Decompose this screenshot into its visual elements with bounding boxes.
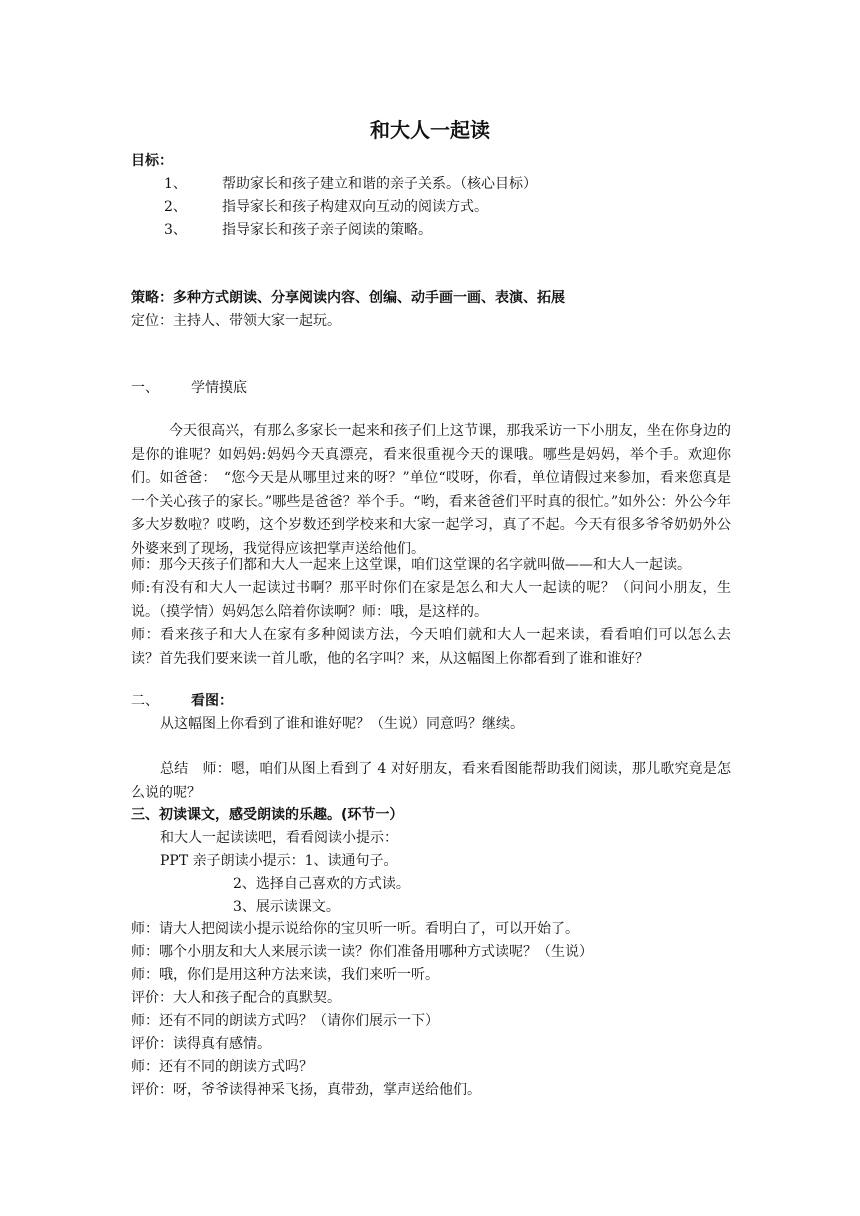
goals-label: 目标： (131, 153, 173, 169)
summary-paragraph: 总结 师：嗯，咱们从图上看到了 4 对好朋友，看来看图能帮助我们阅读，那儿歌究竟是怎么说的呢？ (131, 761, 731, 801)
dialogue-line: 评价：读得真有感情。 (131, 1036, 271, 1052)
section-1-heading (131, 377, 247, 399)
dialogue-line: 评价：呀，爷爷读得神采飞扬，真带劲，掌声送给他们。 (131, 1082, 481, 1098)
reading-tip: 3、展示读课文。 (233, 899, 340, 915)
dialogue-line: 师：还有不同的朗读方式吗？（请你们展示一下） (131, 1013, 439, 1029)
goal-number: 3、 (164, 222, 187, 238)
dialogue-line: 师：哦，你们是用这种方法来读，我们来听一听。 (131, 967, 439, 983)
goal-item (164, 219, 432, 241)
intro-paragraph: 今天很高兴，有那么多家长一起来和孩子们上这节课，那我采访一下小朋友，坐在你身边的是你的谁呢？如妈妈:妈妈今天真漂亮，看来很重视今天的课哦。哪些是妈妈，举个手。欢迎你们。如爸爸： “您今天是从哪里过来的呀？”单位“哎呀，你看，单位请假过来参加，看来您真是一个关心孩子的家长。”哪些是爸爸？举个手。“哟，看来爸爸们平时真的很忙。”如外公：外公今年多大岁数啦？哎哟，这个岁数还到学校来和大家一起学习，真了不起。今天有很多爷爷奶奶外公外婆来到了现场，我觉得应该把掌声送给他们。 (131, 423, 731, 557)
goal-text: 指导家长和孩子亲子阅读的策略。 (222, 222, 432, 238)
reading-tip-intro: 和大人一起读读吧，看看阅读小提示： (160, 830, 398, 846)
dialogue-line: 评价：大人和孩子配合的真默契。 (131, 990, 341, 1006)
section-2-question: 从这幅图上你看到了谁和谁好呢？（生说）同意吗？继续。 (160, 716, 524, 732)
goal-text: 帮助家长和孩子建立和谐的亲子关系。（核心目标） (222, 176, 537, 192)
teacher-paragraph: 师：那今天孩子们都和大人一起来上这堂课，咱们这堂课的名字就叫做——和大人一起读。 (131, 557, 691, 573)
goal-text: 指导家长和孩子构建双向互动的阅读方式。 (222, 199, 488, 215)
positioning-line: 定位：主持人、带领大家一起玩。 (131, 313, 341, 329)
section-title: 看图： (191, 693, 233, 709)
strategy-line: 策略：多种方式朗读、分享阅读内容、创编、动手画一画、表演、拓展 (131, 290, 565, 306)
goal-item (164, 173, 537, 195)
goal-number: 2、 (164, 199, 187, 215)
teacher-paragraph: 师：看来孩子和大人在家有多种阅读方法，今天咱们就和大人一起来读，看看咱们可以怎么去读？首先我们要来读一首儿歌，他的名字叫？来，从这幅图上你都看到了谁和谁好？ (131, 627, 731, 667)
dialogue-line: 师：请大人把阅读小提示说给你的宝贝听一听。看明白了，可以开始了。 (131, 921, 579, 937)
section-title: 学情摸底 (191, 380, 247, 396)
reading-tip: 2、选择自己喜欢的方式读。 (233, 876, 410, 892)
dialogue-line: 师：还有不同的朗读方式吗？ (131, 1059, 313, 1075)
goal-number: 1、 (164, 176, 187, 192)
teacher-paragraph: 师:有没有和大人一起读过书啊？那平时你们在家是怎么和大人一起读的呢？（问问小朋友，生说。（摸学情）妈妈怎么陪着你读啊？师：哦，是这样的。 (131, 580, 731, 620)
section-2-heading (131, 690, 233, 712)
dialogue-line: 师：哪个小朋友和大人来展示读一读？你们准备用哪种方式读呢？（生说） (131, 944, 593, 960)
reading-tip: PPT 亲子朗读小提示：1、读通句子。 (160, 853, 398, 869)
goal-item (164, 196, 488, 218)
section-number: 二、 (131, 693, 159, 709)
page-title: 和大人一起读 (370, 118, 490, 142)
section-number: 一、 (131, 380, 159, 396)
section-3-heading: 三、初读课文，感受朗读的乐趣。(环节一） (131, 807, 404, 823)
